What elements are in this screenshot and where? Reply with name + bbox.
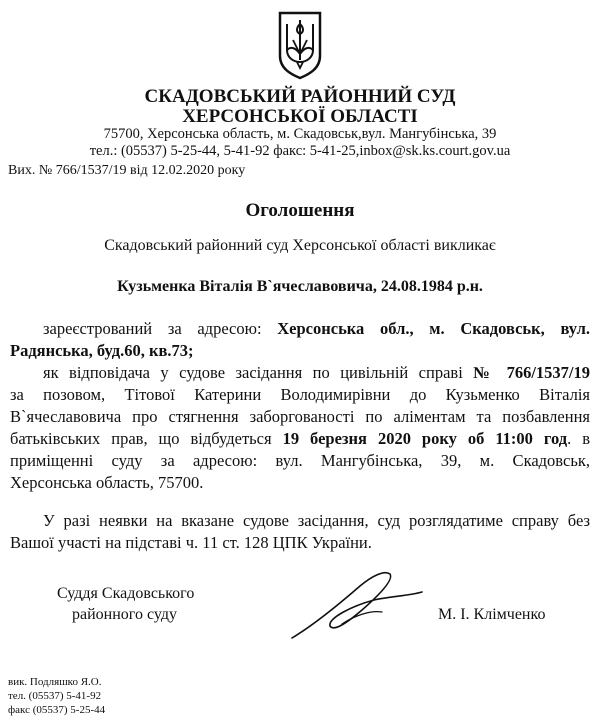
handwritten-signature [282,566,432,646]
defendant-name: Кузьменка Віталія В`ячеславовича, 24.08.1984 р.н. [117,278,483,295]
court-name-line1: СКАДОВСЬКИЙ РАЙОННИЙ СУД [144,86,456,107]
court-address: 75700, Херсонська область, м. Скадовськ,вул. Мангубінська, 39 [103,126,497,142]
hearing-line4-text: батьківських прав, що відбудеться [10,429,272,448]
executor-phone: тел. (05537) 5-41-92 [8,690,102,702]
executor: вик. Подляшко Я.О. [8,676,102,688]
hearing-line6: Херсонська область, 75700. [10,473,204,492]
outgoing-reference: Вих. № 766/1537/19 від 12.02.2020 року [8,163,246,178]
judge-title-line2: районного суду [72,606,177,623]
hearing-line4-end: . в [567,429,591,448]
coat-of-arms-icon [276,10,324,80]
judge-title-line1: Суддя Скадовського [57,585,195,602]
registration-line1 [10,318,590,340]
hearing-line1 [10,362,590,384]
executor-fax: факс (05537) 5-25-44 [8,704,106,716]
summons-text: Скадовський районний суд Херсонської області викликає [104,237,496,254]
registration-paragraph [10,318,590,362]
hearing-line1-text: як відповідача у судове засідання по цивільній справі [43,363,463,382]
court-name-line2: ХЕРСОНСЬКОЇ ОБЛАСТІ [182,106,418,127]
hearing-paragraph [10,362,590,494]
registration-line2 [10,340,590,362]
judge-name: М. І. Клімченко [438,606,546,623]
hearing-line4 [10,428,590,450]
registration-prefix: зареєстрований за адресою: [43,319,262,338]
absence-line2: Вашої участі на підставі ч. 11 ст. 128 ЦПК України. [10,533,372,552]
hearing-line3: В`ячеславовича про стягнення заборгованості по аліментам та позбавлення [10,407,590,426]
registration-address-1: Херсонська обл., м. Скадовськ, вул. [277,319,591,338]
document-title: Оголошення [245,200,355,221]
registration-address-2: Радянська, буд.60, кв.73; [10,341,194,360]
hearing-datetime: 19 березня 2020 року об 11:00 год [282,429,568,448]
case-number: № 766/1537/19 [473,363,591,382]
hearing-line5: приміщенні суду за адресою: вул. Мангубінська, 39, м. Скадовськ, [10,451,590,470]
absence-line1: У разі неявки на вказане судове засідання, суд розглядатиме справу без [43,511,590,530]
absence-paragraph [10,510,590,554]
court-contacts: тел.: (05537) 5-25-44, 5-41-92 факс: 5-41-25,inbox@sk.ks.court.gov.ua [89,143,511,159]
hearing-line2: за позовом, Тітової Катерини Володимирівни до Кузьменко Віталія [10,385,590,404]
